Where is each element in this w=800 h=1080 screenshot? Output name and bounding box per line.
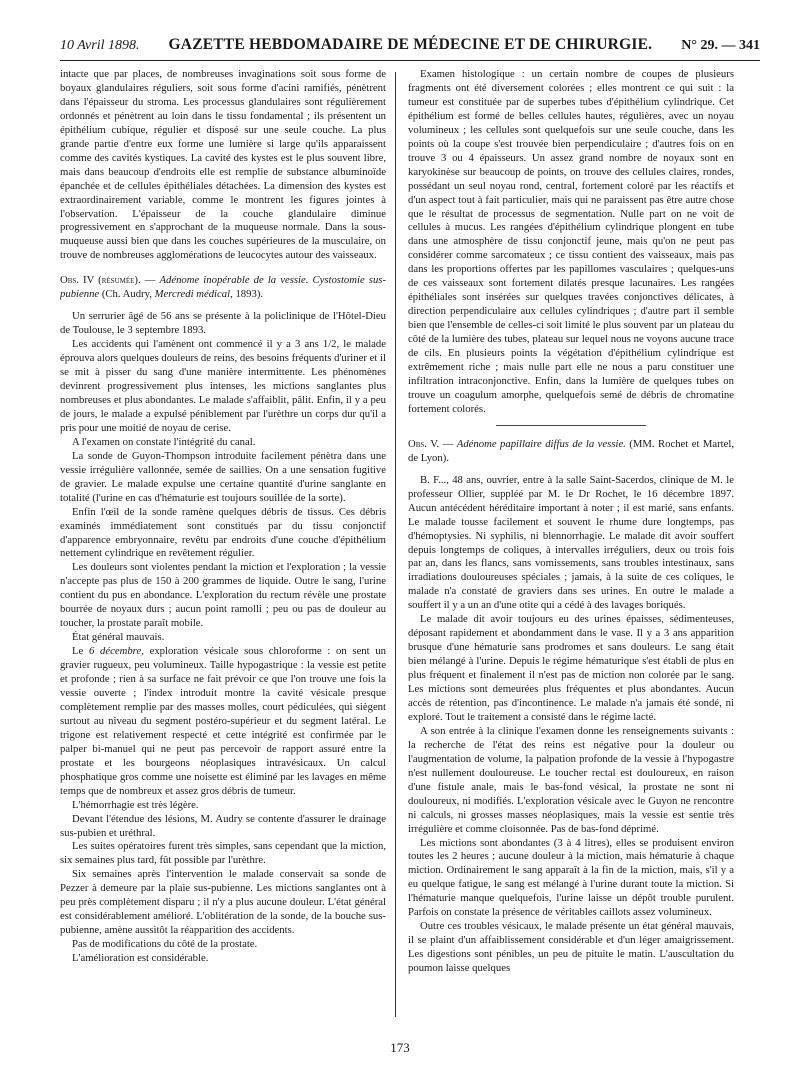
paragraph: Le malade dit avoir toujours eu des urines épaisses, sédimenteuses, déposant rapidement et abondamment dans le vase. Il y a 3 ans apparition brusque d'une hématurie sans prodromes et sans douleurs. Le sang était bien mélangé à l'urine. Depuis le régime hématurique s'est établi de plus en plus fréquent et finalement il n'est pas de miction non colorée par le sang. Les mictions sont demeurées plus fréquentes et plus abondantes. Aucun accès de rétention, pas d'incontinence. Le malade n'a jamais été sondé, ni exploré. Tout le traitement a consisté dans le régime lacté. [408,613,734,723]
paragraph: Enfin l'œil de la sonde ramène quelques débris de tissus. Ces débris examinés immédiatement sont constitués par du tissu conjonctif d'apparence embryonnaire, revêtu par endroits d'une couche d'épithélium nettement cylindrique en revêtement régulier. [60,505,386,560]
obs-label: Obs. V. — [408,437,454,450]
paragraph: Les suites opératoires furent très simples, sans cependant que la miction, six semaines plus tard, fût possible par l'urèthre. [60,840,386,867]
obs-title: Adénome papillaire diffus de la vessie. [456,437,626,450]
paragraph: Les mictions sont abondantes (3 à 4 litres), elles se produisent environ toutes les 2 heures ; aucune douleur à la miction, mais hématurie à chaque miction. Ordinairement le sang apparaît à la fin de la miction, mais, s'il y a eu quelque fatigue, le sang est mélangé à l'urine durant toute la miction. Si l'hématurie manque quelquefois, l'urine laisse un dépôt trouble purulent. Parfois on constate la présence de véritables caillots assez volumineux. [408,836,734,919]
column-rule [395,72,396,1017]
paragraph: intacte que par places, de nombreuses invaginations soit sous forme de boyaux glandulaires réguliers, soit sous forme d'acini ramifiés, pénètrent dans l'épaisseur du stroma. Les processus glandulaires sont régulièrement ordonnés et pénètrent au loin dans le tissu fondamental ; ils présentent un épithélium cubique, régulier et disposé sur une seule couche. La plus grande partie d'entre eux forme une lumière si large qu'ils apparaissent comme des cavités kystiques. La cavité des kystes est le plus souvent libre, mais dans beaucoup d'endroits elle est remplie de substance albuminoïde épanchée et de cellules épithéliales détachées. La dimension des kystes est extraordinairement variable, comme le montrent les figures jointes à l'observation. L'épaisseur de la couche glandulaire diminue progressivement en s'approchant de la muqueuse normale. Dans la sous-muqueuse aussi bien que dans les couches supérieures de la musculaire, on trouve de nombreuses agglomérations de leucocytes autour des vaisseaux. [60,68,386,262]
paragraph: Outre ces troubles vésicaux, le malade présente un état général mauvais, il se plaint d'un affaiblissement considérable et d'un léger amaigrissement. Les digestions sont pénibles, un peu de pituite le matin. L'auscultation du poumon laisse quelques [408,920,734,975]
obs-source: (MM. Rochet et Martel, de Lyon). [408,437,734,464]
observation-heading-4 [60,274,386,302]
running-header [60,36,760,61]
paragraph [60,645,386,798]
issue-date: 10 Avril 1898. [60,38,140,53]
section-separator [496,425,646,426]
paragraph: A son entrée à la clinique l'examen donne les renseignements suivants : la recherche de l'état des reins est négative pour la douleur ou l'augmentation de volume, la palpation profonde de la vessie à l'hypogastre n'est nullement douloureuse. Le toucher rectal est douloureux, en raison d'une fistule anale, mais le bas-fond vésical, la prostate ne sont ni douloureux, ni modifiés. L'exploration vésicale avec le Guyon ne rencontre ni calculs, ni grosses masses néoplasiques, mais la vessie est sentie très irrégulière et comme cloisonnée. Pas de bas-fond déprimé. [408,724,734,835]
paragraph: B. F..., 48 ans, ouvrier, entre à la salle Saint-Sacerdos, clinique de M. le professeur Ollier, suppléé par M. le Dr Rochet, le 16 décembre 1897. Aucun antécédent héréditaire important à noter ; il est marié, sans enfants. Le malade tousse facilement et souvent le rhume dure longtemps, pas d'hémoptysies. Ni syphilis, ni blennorrhagie. Le malade dit avoir souffert depuis longtemps de coliques, à intervalles irréguliers, deux ou trois fois par an, dans les flancs, sans vomissements, sans troubles intestinaux, sans irradiations douloureuses spéciales ; jamais, à la suite de ces coliques, le malade n'a constaté de graviers dans ses urines. En outre le malade a souffert il y a un an d'une otite qui a cédé à des lavages boriqués. [408,473,734,612]
obs-source: (Ch. Audry, [101,288,152,301]
paragraph: Devant l'étendue des lésions, M. Audry se contente d'assurer le drainage sus-pubien et uréthral. [60,812,386,839]
paragraph: Les accidents qui l'amènent ont commencé il y a 3 ans 1/2, le malade éprouva alors quelques douleurs de reins, des besoins fréquents d'uriner et il se mit à pisser du sang d'une manière intermittente. Les phénomènes devinrent progressivement plus intenses, les mictions sanglantes plus nombreuses et plus abondantes. Le malade s'affaiblit, pâlit. Enfin, il y a peu de jours, le malade a expulsé péniblement par l'urèthre un corps dur qu'il a pris pour une moitié de noyau de cerise. [60,338,386,434]
left-column [60,68,386,1028]
paragraph: État général mauvais. [72,631,165,644]
text-run-date: 6 décembre, [89,645,144,658]
paragraph: A l'examen on constate l'intégrité du canal. [72,435,256,448]
paragraph: Un serrurier âgé de 56 ans se présente à la policlinique de l'Hôtel-Dieu de Toulouse, le 3 septembre 1893. [60,310,386,337]
paragraph: La sonde de Guyon-Thompson introduite facilement pénètra dans une vessie irrégulière vallonnée, semée de saillies. On a une sensation fugitive de gravier. Le malade expulse une certaine quantité d'urine sanglante en totalité (l'urine en cas d'hématurie est toujours souillée de la sorte). [60,449,386,504]
paragraph: Pas de modifications du côté de la prostate. [72,938,258,951]
paragraph: Examen histologique : un certain nombre de coupes de plusieurs fragments ont été diversement colorées ; elles montrent ce qui suit : la tumeur est constituée par de superbes tubes d'épithélium cylindrique. Cet épithélium est formé de belles cellules hautes, régulières, avec un noyau volumineux ; les cellules sont quelquefois sur une seule couche, dans les points où la coupe s'est trouvée bien perpendiculaire ; d'autres fois on en trouve 3 ou 4 épaisseurs. Un assez grand nombre de noyaux sont en karyokinèse sur beaucoup de points, on trouve des cellules claires, rondes, possédant un seul noyau rond, central, fortement coloré par les réactifs et d'un aspect tout à fait particulier, mais qui ne paraissent pas être autre chose que le résultat de processus de segmentation. Nulle part on ne voit de cellules à mucus. Les rangées d'épithélium cylindrique plongent en tube dans une atmosphère de tissu conjonctif jeune, mais qu'on ne peut pas considérer comme sarcomateux ; ce tissu contient des vaisseaux, mais pas dans les proportions offertes par les papillomes vasculaires ; quelques-uns de ces vaisseaux sont fortement dilatés presque lacunaires. Les rangées épithéliales sont insérées sur quelques travées conjonctives délicates, à direction perpendiculaire aux cellules cylindriques ; d'autre part il semble bien que l'ensemble de celles-ci soit limité le plus souvent par un plateau du côté de la lumière des tubes, plateau sur lequel nous ne voyons aucune trace de cils. En plusieurs points la végétation d'épithélium cylindrique est extrêmement riche ; mais nulle part elle ne nous a paru constituer une infiltration intraconjonctive. Enfin, dans la lumière de quelques tubes on trouve un coagulum amorphe, quelquefois semé de débris de chromatine fortement colorés. [408,68,734,415]
obs-label: Obs. IV (résumée). — [60,274,156,287]
text-run: exploration vésicale sous chloroforme : on sent un gravier rugueux, peu volumineux. Taille hypogastrique : la vessie est petite et profonde ; rien à sa surface ne fait prévoir ce que l'on trouve une fois la vessie ouverte ; l'index introduit montre la cavité vésicale presque complètement remplie par des masses molles, court pédiculées, qui siègent surtout au niveau du segment postéro-supérieur et du segment latéral. Le trigone est relativement respecté et cette intégrité est confirmée par le palper bi-manuel qui ne peut pas percevoir de rapport assuré entre la prostate et les bourgeons néoplasiques intravésicaux. Un calcul phosphatique gros comme une noisette est éliminé par les lavages en même temps que de nombreux et assez gros débris de tumeur. [60,645,386,797]
obs-title: Adénome inopérable de la vessie. Cystostomie sus-pubienne [60,274,386,301]
paragraph: Les douleurs sont violentes pendant la miction et l'exploration ; la vessie n'accepte pas plus de 150 à 200 grammes de liquide. Outre le sang, l'urine contient du pus en abondance. L'exploration du rectum révèle une prostate bourrée de noyaux durs ; aucun point ramolli ; peu ou pas de douleur au toucher, la prostate paraît mobile. [60,561,386,630]
obs-journal: Mercredi médical, [154,288,233,301]
paragraph: L'hémorrhagie est très légère. [72,798,199,811]
obs-year: 1893). [235,288,264,301]
journal-title: GAZETTE HEBDOMADAIRE DE MÉDECINE ET DE CHIRURGIE. [168,36,653,53]
paragraph: Six semaines après l'intervention le malade conservait sa sonde de Pezzer à demeure par la plaie sus-pubienne. Les mictions sanglantes ont à peu près complètement disparu ; il n'y a plus aucune douleur. L'état général est considérablement amélioré. L'oblitération de la sonde, de la bouche sus-pubienne, amène aussitôt la réapparition des accidents. [60,868,386,937]
text-run: Le [72,645,84,658]
issue-number-page: N° 29. — 341 [681,38,760,53]
paragraph: L'amélioration est considérable. [72,952,209,965]
page-folio: 173 [390,1040,410,1055]
right-column [408,68,734,1028]
observation-heading-5 [408,438,734,466]
